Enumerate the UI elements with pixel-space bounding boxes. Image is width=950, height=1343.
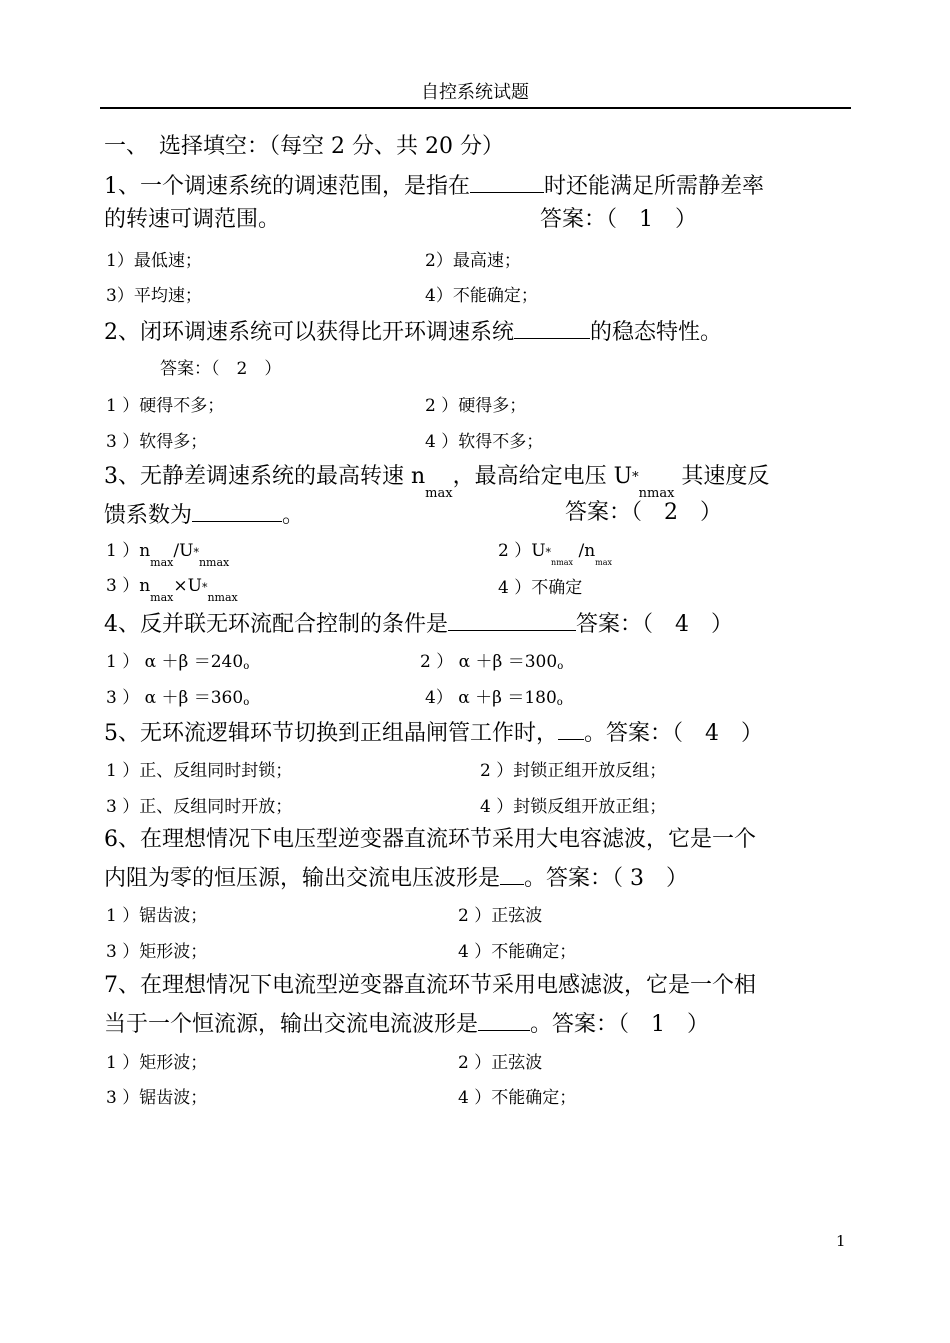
- answer-blank: [558, 717, 584, 740]
- question-4-option-4: 4） α ＋β ＝180o: [425, 688, 563, 708]
- answer-blank: [470, 170, 544, 193]
- answer-blank: [500, 862, 524, 885]
- question-3-option-4: 4 ）不确定: [498, 578, 583, 598]
- question-2-option-3: 3 ）软得多；: [106, 432, 208, 452]
- question-1-answer: 答案：（ 1 ）: [540, 207, 697, 232]
- question-2-option-1: 1 ）硬得不多；: [106, 396, 225, 416]
- question-1-option-1: 1）最低速；: [106, 251, 202, 271]
- question-7-option-2: 2 ）正弦波: [458, 1053, 543, 1073]
- question-2-option-4: 4 ）软得不多；: [425, 432, 544, 452]
- question-2-option-2: 2 ）硬得多；: [425, 396, 527, 416]
- question-3-line-1: 3、无静差调速系统的最高转速 $n_{max}$，最高给定电压 $U*_{nmax}$ 其速度反: [104, 464, 770, 501]
- answer-blank: [192, 499, 282, 522]
- question-2-line-1: 2、闭环调速系统可以获得比开环调速系统 的稳态特性。: [104, 316, 722, 347]
- page-header-title: 自控系统试题: [421, 82, 529, 103]
- question-7-option-3: 3 ）锯齿波；: [106, 1088, 208, 1108]
- question-7-line-2: 当于一个恒流源，输出交流电流波形是 。答案：（ 1 ）: [104, 1008, 709, 1039]
- question-5-line-1: 5、无环流逻辑环节切换到正组晶闸管工作时， 。答案：（ 4 ）: [104, 717, 763, 748]
- section-heading: 一、 选择填空：（每空 2 分、共 20 分）: [104, 134, 504, 159]
- question-6-line-1: 6、在理想情况下电压型逆变器直流环节采用大电容滤波，它是一个: [104, 827, 756, 852]
- page-number: 1: [836, 1232, 846, 1250]
- question-3-line-2: 馈系数为 。: [104, 499, 304, 530]
- question-4-option-3: 3 ） α ＋β ＝360o: [106, 688, 250, 708]
- question-3-answer: 答案：（ 2 ）: [565, 500, 722, 525]
- question-1-line-2: 的转速可调范围。: [104, 207, 281, 232]
- question-2-answer: 答案：（ 2 ）: [160, 359, 282, 379]
- question-6-option-2: 2 ）正弦波: [458, 906, 543, 926]
- answer-blank: [478, 1008, 530, 1031]
- question-3-option-3: 3 ）$n_{max}\times U*_{nmax}$: [106, 576, 238, 604]
- question-3-option-2: 2 ）$U*_{nmax}$ $/n_{max}$: [498, 541, 613, 567]
- question-6-line-2: 内阻为零的恒压源，输出交流电压波形是 。答案：（ 3 ）: [104, 862, 688, 893]
- answer-blank: [448, 608, 576, 631]
- question-4-option-1: 1 ） α ＋β ＝240o: [106, 652, 250, 672]
- header-rule: [100, 107, 851, 109]
- question-5-option-2: 2 ）封锁正组开放反组；: [480, 761, 667, 781]
- question-7-option-1: 1 ）矩形波；: [106, 1053, 208, 1073]
- question-5-option-4: 4 ）封锁反组开放正组；: [480, 797, 667, 817]
- question-6-option-1: 1 ）锯齿波；: [106, 906, 208, 926]
- question-7-option-4: 4 ）不能确定；: [458, 1088, 577, 1108]
- question-4-option-2: 2 ） α ＋β ＝300o: [420, 652, 564, 672]
- question-7-line-1: 7、在理想情况下电流型逆变器直流环节采用电感滤波，它是一个相: [104, 973, 756, 998]
- question-1-option-2: 2）最高速；: [425, 251, 521, 271]
- question-3-option-1: 1 ）$n_{max}/U*_{nmax}$: [106, 541, 230, 569]
- answer-blank: [514, 316, 590, 339]
- question-5-option-3: 3 ）正、反组同时开放；: [106, 797, 293, 817]
- question-5-option-1: 1 ）正、反组同时封锁；: [106, 761, 293, 781]
- question-1-line-1: 1、一个调速系统的调速范围，是指在 时还能满足所需静差率: [104, 170, 764, 201]
- question-6-option-4: 4 ）不能确定；: [458, 942, 577, 962]
- question-4-line-1: 4、反并联无环流配合控制的条件是 答案：（ 4 ）: [104, 608, 733, 639]
- question-1-option-3: 3）平均速；: [106, 286, 202, 306]
- question-6-option-3: 3 ）矩形波；: [106, 942, 208, 962]
- question-1-option-4: 4）不能确定；: [425, 286, 538, 306]
